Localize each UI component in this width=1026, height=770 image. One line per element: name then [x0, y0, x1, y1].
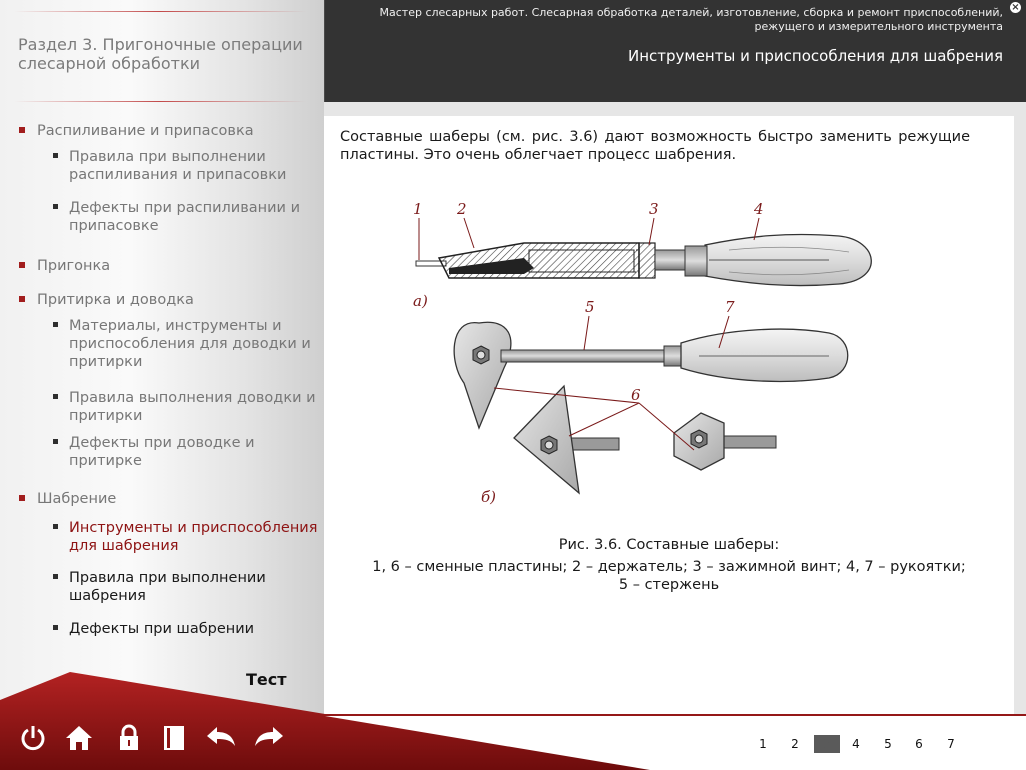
intro-text: Составные шаберы (см. рис. 3.6) дают возможность быстро заменить режущие пластины. Это очень облегчает процесс шабрения.: [340, 129, 970, 163]
nav-item-pritirka-rules[interactable]: Правила выполнения доводки и притирки: [69, 389, 319, 425]
header-bar: [324, 0, 1026, 102]
lock-icon[interactable]: [113, 722, 145, 754]
scraper-b: [454, 322, 848, 493]
divider: [14, 101, 306, 102]
figure-composite-scrapers: [409, 188, 889, 508]
label-b: б): [481, 488, 497, 506]
page-2[interactable]: 2: [791, 737, 799, 751]
page-4[interactable]: 4: [852, 737, 860, 751]
label-a: а): [413, 292, 428, 310]
divider: [14, 11, 306, 12]
label-6: 6: [631, 386, 641, 404]
content-panel: [324, 116, 1014, 766]
sidebar: [0, 0, 324, 770]
nav-item-shabrenie-tools[interactable]: Инструменты и приспособления для шабрения: [69, 520, 318, 554]
label-7: 7: [725, 298, 735, 316]
figure-caption-title: Рис. 3.6. Составные шаберы:: [558, 537, 780, 553]
page-7[interactable]: 7: [947, 737, 955, 751]
page-6[interactable]: 6: [915, 737, 923, 751]
nav-item-pritirka-materials[interactable]: Материалы, инструменты и приспособления для доводки и притирки: [69, 317, 319, 371]
content-area: [324, 102, 1026, 770]
nav-item-prigonka[interactable]: Пригонка: [37, 258, 111, 274]
nav-item-shabrenie[interactable]: Шабрение: [37, 491, 117, 507]
nav-item-shabrenie-defects[interactable]: Дефекты при шабрении: [69, 620, 319, 638]
figure-caption-line2: 5 – стержень: [618, 577, 720, 593]
test-link[interactable]: Тест: [246, 670, 287, 689]
forward-icon[interactable]: [253, 722, 285, 754]
nav-item-raspilivanie[interactable]: Распиливание и припасовка: [37, 123, 254, 139]
close-icon[interactable]: ×: [1011, 2, 1020, 13]
page-3-current[interactable]: 3: [814, 735, 840, 753]
label-2: 2: [457, 200, 467, 218]
scraper-a: [416, 234, 871, 285]
label-4: 4: [754, 200, 764, 218]
nav-item-pritirka[interactable]: Притирка и доводка: [37, 292, 194, 308]
section-title: Раздел 3. Пригоночные операции слесарной обработки: [18, 35, 303, 73]
course-title: Мастер слесарных работ. Слесарная обработка деталей, изготовление, сборка и ремонт приспособлений, режущего и измерительного инструмента: [379, 6, 1003, 33]
back-icon[interactable]: [205, 722, 237, 754]
page-title: Инструменты и приспособления для шабрения: [627, 47, 1003, 65]
home-icon[interactable]: [63, 722, 95, 754]
nav-item-raspilivanie-rules[interactable]: Правила при выполнении распиливания и припасовки: [69, 148, 319, 184]
page-1[interactable]: 1: [759, 737, 767, 751]
label-3: 3: [649, 200, 659, 218]
page-5[interactable]: 5: [884, 737, 892, 751]
nav-item-raspilivanie-defects[interactable]: Дефекты при распиливании и припасовке: [69, 199, 319, 235]
power-icon[interactable]: [17, 722, 49, 754]
book-icon[interactable]: [158, 722, 190, 754]
bottom-bar: [0, 672, 1026, 770]
nav-item-shabrenie-rules[interactable]: Правила при выполнении шабрения: [69, 569, 319, 605]
label-5: 5: [585, 298, 595, 316]
figure-caption-line1: 1, 6 – сменные пластины; 2 – держатель; 3 – зажимной винт; 4, 7 – рукоятки;: [372, 559, 966, 575]
nav-item-pritirka-defects[interactable]: Дефекты при доводке и притирке: [69, 434, 319, 470]
label-1: 1: [413, 200, 423, 218]
